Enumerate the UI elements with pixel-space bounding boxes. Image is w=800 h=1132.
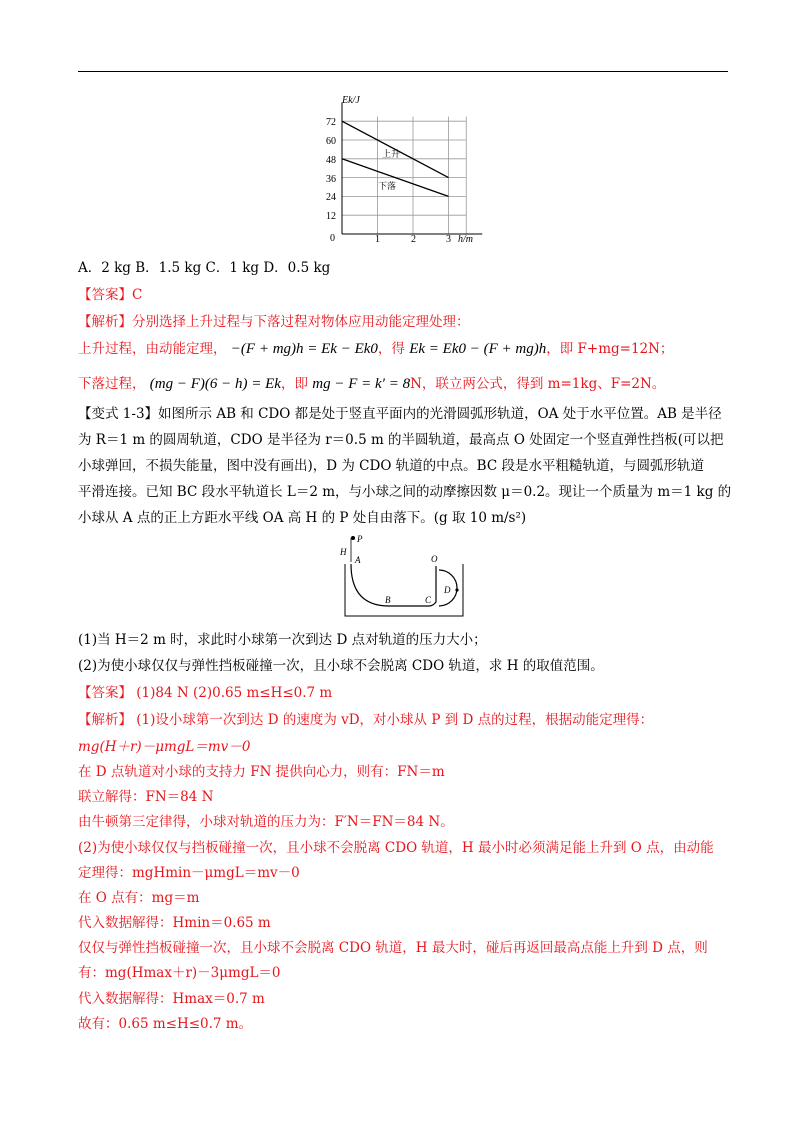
answer-value: C xyxy=(132,287,143,303)
fall-equation-2: mg − F = k′ = 8 xyxy=(312,376,411,392)
solution-text-1: (1)设小球第一次到达 D 的速度为 vD，对小球从 P 到 D 点的过程，根据动能定理得： xyxy=(132,712,654,728)
fall-equation: (mg − F)(6 − h) = Ek xyxy=(149,376,281,392)
solution-line-4: 联立解得：FN＝84 N xyxy=(78,789,214,805)
track-diagram xyxy=(333,530,473,620)
fall-text: 下落过程， xyxy=(78,376,146,392)
y-tick: 12 xyxy=(326,211,336,222)
label-c: C xyxy=(425,595,432,605)
rise-result: ，即 F+mg=12N； xyxy=(546,341,674,357)
solution-tag: 【解析】 xyxy=(78,712,132,728)
solution-line-10: 仅仅与弹性挡板碰撞一次，且小球不会脱离 CDO 轨道，H 最大时，碰后再返回最高点能上升到 D 点，则 xyxy=(78,940,708,956)
rise-line xyxy=(78,337,673,361)
analysis-intro xyxy=(78,312,470,332)
fall-line xyxy=(78,372,665,396)
solution-line-3: 在 D 点轨道对小球的支持力 FN 提供向心力，则有：FN＝m xyxy=(78,764,445,780)
variant-line-4: 平滑连接。已知 BC 段水平轨道长 L＝2 m，与小球之间的动摩擦因数 μ＝0.2。现让一个质量为 m＝1 kg 的 xyxy=(78,484,732,500)
variant-line-1: 【变式 1-3】如图所示 AB 和 CDO 都是处于竖直平面内的光滑圆弧形轨道，OA 处于水平位置。AB 是半径 xyxy=(78,406,722,422)
variant-line-5: 小球从 A 点的正上方距水平线 OA 高 H 的 P 处自由落下。(g 取 10 m/s²) xyxy=(78,510,527,526)
rise-label: 上升 xyxy=(382,149,401,159)
solution-line-2: mg(H＋r)－μmgL＝mv－0 xyxy=(78,739,251,755)
question-1: (1)当 H＝2 m 时，求此时小球第一次到达 D 点对轨道的压力大小； xyxy=(78,632,487,648)
options-line: A．2 kg B．1.5 kg C．1 kg D．0.5 kg xyxy=(78,260,331,276)
fall-result: N，联立两公式，得到 m=1kg、F=2N。 xyxy=(410,376,666,392)
label-p: P xyxy=(357,534,363,544)
x-tick: 1 xyxy=(375,234,380,245)
solution-line-6: (2)为使小球仅仅与挡板碰撞一次，且小球不会脱离 CDO 轨道，H 最小时必须满足能上升到 O 点，由动能 xyxy=(78,840,714,856)
rise-equation-2: Ek = Ek0 − (F + mg)h xyxy=(409,341,547,357)
header-rule xyxy=(78,71,728,72)
variant-line-2: 为 R＝1 m 的圆周轨道，CDO 是半径为 r＝0.5 m 的半圆轨道，最高点 O 处固定一个竖直弹性挡板(可以把 xyxy=(78,432,724,448)
analysis-text: 分别选择上升过程与下落过程对物体应用动能定理处理： xyxy=(132,314,470,330)
solution-line-5: 由牛顿第三定律得，小球对轨道的压力为：F′N＝FN＝84 N。 xyxy=(78,814,454,830)
ball-d xyxy=(455,588,458,591)
solution-line-11: 有：mg(Hmax＋r)－3μmgL＝0 xyxy=(78,965,281,981)
analysis-tag: 【解析】 xyxy=(78,314,132,330)
label-a: A xyxy=(355,555,361,565)
solution-line-9: 代入数据解得：Hmin＝0.65 m xyxy=(78,915,271,931)
fall-label: 下落 xyxy=(378,181,397,191)
ball-p xyxy=(351,536,355,540)
solution-line-13: 故有：0.65 m≤H≤0.7 m。 xyxy=(78,1016,253,1032)
y-tick: 48 xyxy=(326,155,336,166)
answer2-line xyxy=(78,683,332,703)
x-tick: 2 xyxy=(411,234,416,245)
label-h: H xyxy=(340,547,347,557)
rise-equation: −(F + mg)h = Ek − Ek0 xyxy=(230,341,378,357)
y-tick: 36 xyxy=(326,174,336,185)
variant-line-3: 小球弹回，不损失能量，图中没有画出)，D 为 CDO 轨道的中点。BC 段是水平粗糙轨道，与圆弧形轨道 xyxy=(78,458,704,474)
origin-label: 0 xyxy=(330,233,335,244)
fall-ji: ，即 xyxy=(280,376,308,392)
solution-line-12: 代入数据解得：Hmax＝0.7 m xyxy=(78,991,265,1007)
question-2: (2)为使小球仅仅与弹性挡板碰撞一次，且小球不会脱离 CDO 轨道，求 H 的取值范围。 xyxy=(78,658,604,674)
solution-line-8: 在 O 点有：mg＝m xyxy=(78,890,200,906)
solution-line-1 xyxy=(78,710,653,730)
y-axis-label: Ek/J xyxy=(342,95,360,106)
x-axis-label: h/m xyxy=(458,234,473,245)
y-tick: 72 xyxy=(326,117,336,128)
rise-comma: ，得 xyxy=(377,341,405,357)
rise-text: 上升过程，由动能定理， xyxy=(78,341,227,357)
answer-tag: 【答案】 xyxy=(78,287,132,303)
y-tick: 24 xyxy=(326,192,336,203)
label-o: O xyxy=(431,554,438,564)
label-b: B xyxy=(385,595,391,605)
solution-line-7: 定理得：mgHmin－μmgL＝mv－0 xyxy=(78,865,300,881)
answer2-tag: 【答案】 xyxy=(78,685,132,701)
x-tick: 3 xyxy=(446,234,451,245)
label-d: D xyxy=(444,585,451,595)
y-tick: 60 xyxy=(326,136,336,147)
energy-height-graph xyxy=(318,92,488,248)
answer2-text: (1)84 N (2)0.65 m≤H≤0.7 m xyxy=(132,685,333,701)
answer-line xyxy=(78,285,142,305)
